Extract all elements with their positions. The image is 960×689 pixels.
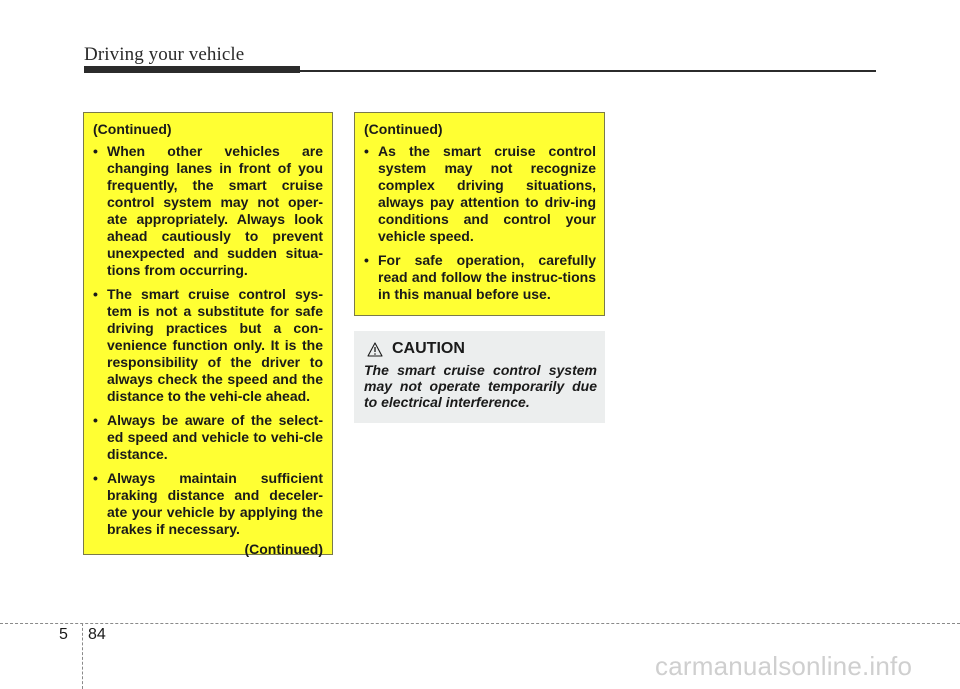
warning-bullet-item: • As the smart cruise control system may not recognize complex driving situations, always pay attention to driv-ing conditions and control your vehicle speed.: [364, 143, 596, 245]
warning-bullet-item: • The smart cruise control sys-tem is not a substitute for safe driving practices but a con-venience function only. It is the responsibility of the driver to always check the speed and the distance to the vehi-cle ahead.: [93, 286, 323, 405]
caution-text: The smart cruise control system may not operate temporarily due to electrical interference.: [364, 362, 597, 410]
warning-bullet-list: [93, 143, 323, 538]
page-section-title: Driving your vehicle: [84, 44, 245, 65]
warning-box-right: [354, 112, 605, 316]
warning-box-heading: (Continued): [93, 121, 172, 137]
page-number: 84: [88, 626, 106, 643]
warning-box-continued: (Continued): [244, 541, 323, 557]
warning-bullet-item: • Always maintain sufficient braking distance and deceler-ate your vehicle by applying the brakes if necessary.: [93, 470, 323, 538]
warning-box-heading: (Continued): [364, 121, 443, 137]
footer-rule: [0, 623, 960, 624]
header-rule-thick: [84, 66, 300, 73]
warning-bullet-item: • For safe operation, carefully read and follow the instruc-tions in this manual before use.: [364, 252, 596, 303]
warning-bullet-item: • Always be aware of the select-ed speed and vehicle to vehi-cle distance.: [93, 412, 323, 463]
caution-box: [354, 331, 605, 423]
watermark: carmanualsonline.info: [655, 651, 913, 681]
warning-box-left: [83, 112, 333, 555]
chapter-number: 5: [59, 626, 68, 643]
caution-heading: [364, 340, 597, 358]
warning-bullet-item: • When other vehicles are changing lanes in front of you frequently, the smart cruise control system may not oper-ate appropriately. Always look ahead cautiously to prevent unexpected and sudden situa-tions from occurring.: [93, 143, 323, 279]
caution-title: CAUTION: [392, 340, 465, 357]
warning-triangle-icon: [367, 342, 383, 357]
header-rule-thin: [300, 70, 876, 72]
warning-bullet-list: [364, 143, 596, 303]
footer-divider: [82, 623, 83, 689]
